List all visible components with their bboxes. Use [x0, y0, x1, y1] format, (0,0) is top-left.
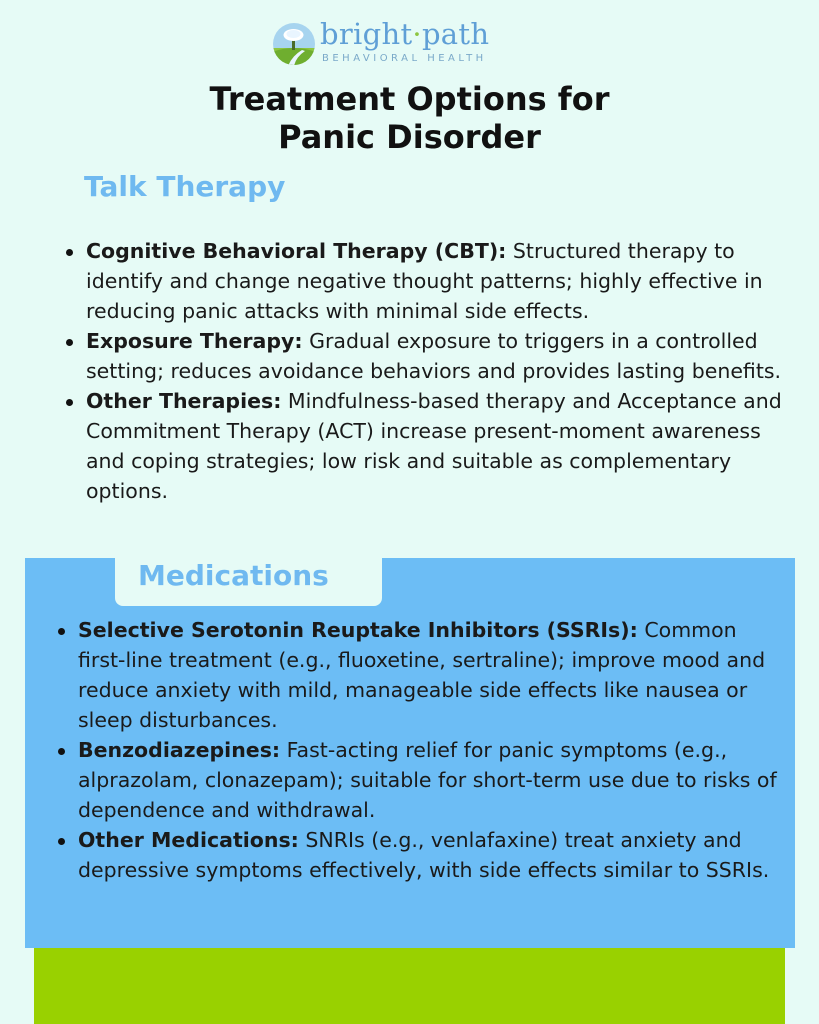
page-title-line-2: Panic Disorder — [278, 118, 541, 156]
list-item: Other Therapies: Mindfulness-based therapy and Acceptance and Commitment Therapy (ACT) increase present-moment awareness and coping strategies; low risk and suitable as complementary options. — [66, 386, 786, 506]
brand-logo — [272, 17, 502, 68]
medications-heading: Medications — [138, 559, 329, 592]
medications-list — [58, 615, 778, 885]
page-title — [0, 80, 819, 156]
list-item: Selective Serotonin Reuptake Inhibitors (SSRIs): Common first-line treatment (e.g., fluoxetine, sertraline); improve mood and reduce anxiety with mild, manageable side effects like nausea or sleep disturbances. — [58, 615, 778, 735]
talk-therapy-list — [66, 236, 786, 506]
list-item: Benzodiazepines: Fast-acting relief for panic symptoms (e.g., alprazolam, clonazepam); suitable for short-term use due to risks of dependence and withdrawal. — [58, 735, 778, 825]
list-item: Exposure Therapy: Gradual exposure to triggers in a controlled setting; reduces avoidance behaviors and provides lasting benefits. — [66, 326, 786, 386]
tree-landscape-logo-icon — [272, 22, 316, 66]
talk-therapy-heading: Talk Therapy — [84, 170, 286, 203]
brand-tagline: BEHAVIORAL HEALTH — [322, 53, 487, 64]
list-item: Other Medications: SNRIs (e.g., venlafaxine) treat anxiety and depressive symptoms effectively, with side effects similar to SSRIs. — [58, 825, 778, 885]
page-title-line-1: Treatment Options for — [209, 80, 610, 118]
list-item: Cognitive Behavioral Therapy (CBT): Structured therapy to identify and change negative thought patterns; highly effective in reducing panic attacks with minimal side effects. — [66, 236, 786, 326]
footer-accent-bar — [34, 948, 785, 1024]
brand-name: bright·path — [320, 17, 490, 51]
